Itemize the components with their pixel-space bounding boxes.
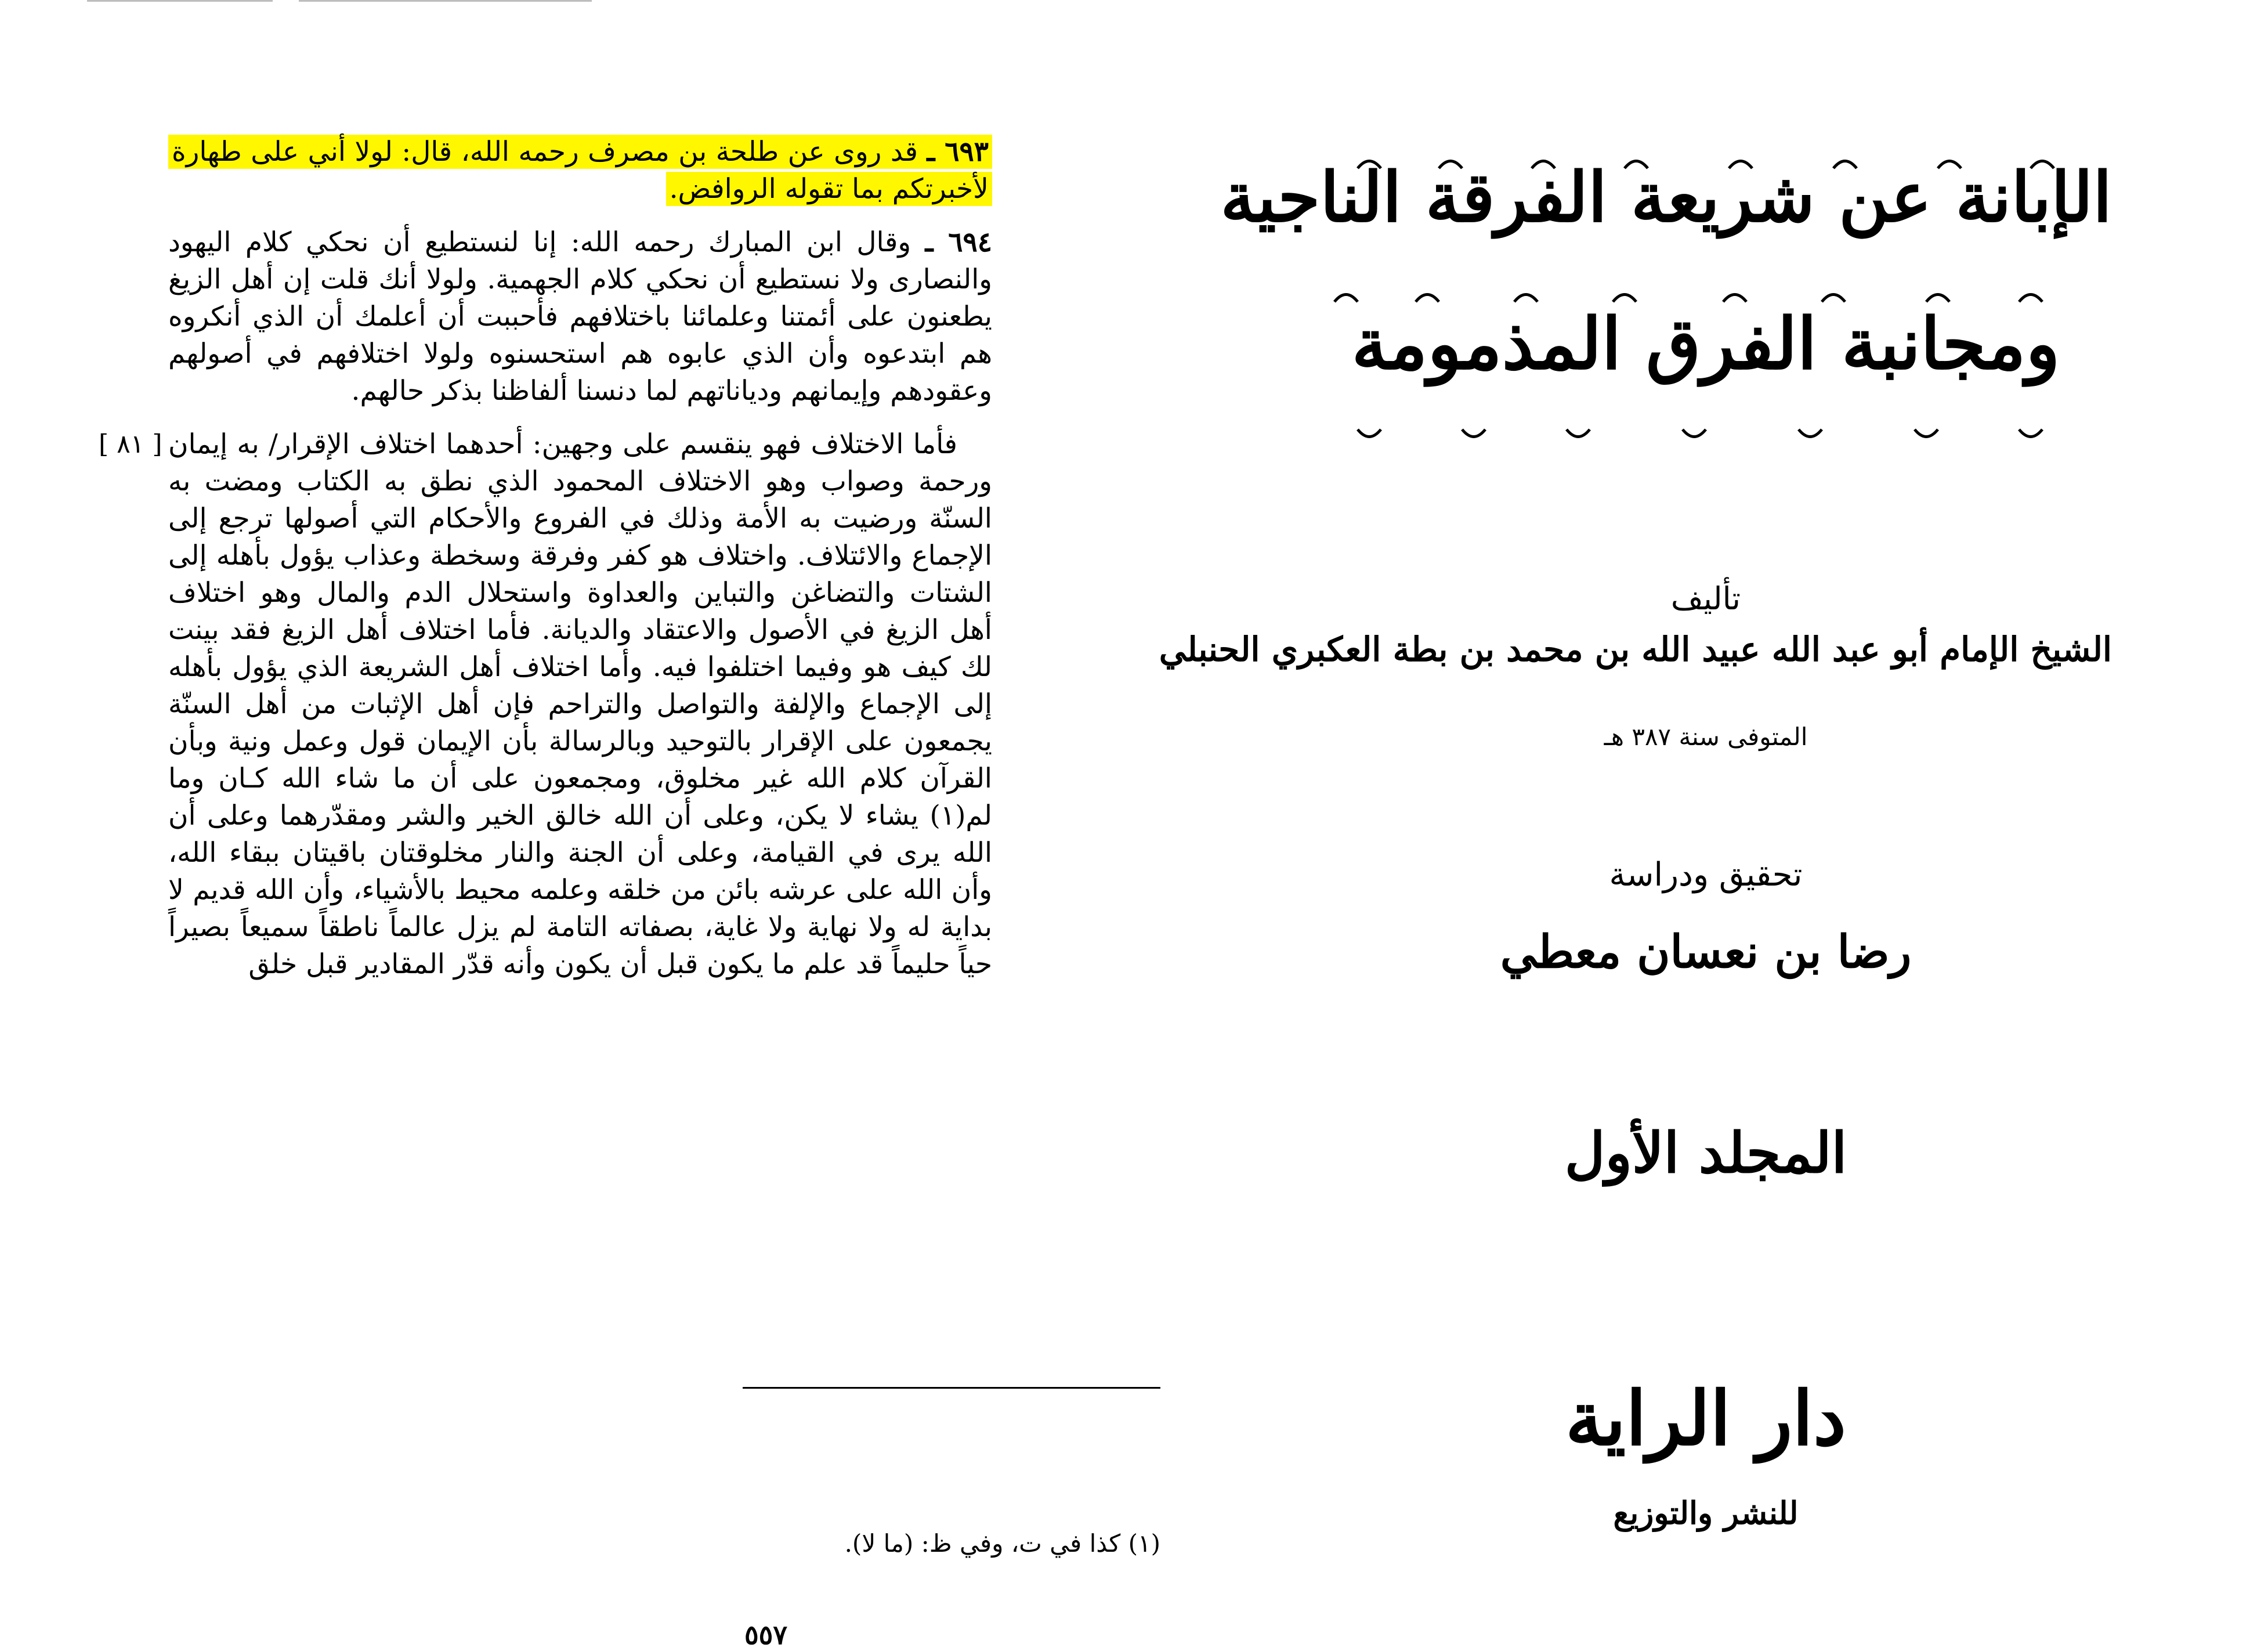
scan-top-edge-line: [87, 0, 273, 2]
death-year: المتوفى سنة ٣٨٧ هـ: [1604, 722, 1808, 751]
paragraph-number: ٦٩٤ ـ: [925, 226, 992, 258]
paragraph-number: ٦٩٣ ـ: [927, 136, 989, 168]
author-name: الشيخ الإمام أبو عبد الله عبيد الله بن محمد بن بطة العكبري الحنبلي: [1159, 630, 2112, 669]
footnote-divider: [743, 1387, 1160, 1389]
title-page: [1159, 139, 2112, 1561]
volume-label: المجلد الأول: [1564, 1120, 1847, 1186]
book-title-line-2: ومجانبة الفرق المذمومة: [1351, 302, 2060, 385]
highlighted-passage: [168, 135, 992, 206]
publisher-subtitle: للنشر والتوزيع: [1613, 1494, 1799, 1531]
editor-name: رضا بن نعسان معطي: [1500, 926, 1912, 978]
publisher-logo: دار الراية: [1565, 1375, 1846, 1462]
manuscript-folio-ref: [ ٨١ ]: [99, 429, 162, 459]
diacritic-ornament: [1323, 424, 2089, 447]
book-title-line-1: الإبانة عن شريعة الفرقة الناجية: [1220, 157, 2112, 237]
left-page: [99, 133, 1160, 1650]
paragraph-text: فأما الاختلاف فهو ينقسم على وجهين: أحدهما اختلاف الإقرار/ به إيمان ورحمة وصواب وهو الاختلاف المحمود الذي نطق به الكتاب ومضت به السنّة ورضيت به الأمة وذلك في الفروع والأحكام التي أصولها ترجع إلى الإجماع والائتلاف. واختلاف هو كفر وفرقة وسخطة وعذاب يؤول بأهله إلى الشتات والتضاغن والتباين والعداوة واستحلال الدم والمال وهو اختلاف أهل الزيغ في الأصول والاعتقاد والديانة. فأما اختلاف أهل الزيغ فقد بينت لك كيف هو وفيما اختلفوا فيه. وأما اختلاف أهل الشريعة الذي يؤول بأهله إلى الإجماع والإلفة والتواصل والتراحم فإن أهل الإثبات من أهل السنّة يجمعون على الإقرار بالتوحيد وبالرسالة بأن الإيمان قول وعمل ونية وبأن القرآن كلام الله غير مخلوق، ومجمعون على أن ما شاء الله كـان وما لم(١) يشاء لا يكن، وعلى أن الله خالق الخير والشر ومقدّرهما وعلى أن الله يرى في القيامة، وعلى أن الجنة والنار مخلوقتان باقيتان ببقاء الله، وأن الله على عرشه بائن من خلقه وعلمه محيط بالأشياء، وأن الله قديم لا بداية له ولا نهاية ولا غاية، بصفاته التامة لم يزل عالماً ناطقاً سميعاً بصيراً حياً حليماً قد علم ما يكون قبل أن يكون وأنه قدّر المقادير قبل خلق: [168, 428, 992, 980]
body-text: [99, 133, 992, 983]
paragraph-text: وقال ابن المبارك رحمه الله: إنا لنستطيع أن نحكي كلام اليهود والنصارى ولا نستطيع أن نحكي كلام الجهمية. ولولا أنك قلت إن أهل الزيغ يطعنون على أئمتنا وعلمائنا باختلافهم فأحببت أن أعلمك أن الذي أنكروه هم ابتدعوه وأن الذي عابوه هم استحسنوه ولولا اختلافهم في أصولهم وعقودهم وإيمانهم ودياناتهم لما دنسنا ألفاظنا بذكر حالهم.: [168, 226, 992, 407]
paragraph-693: [168, 133, 992, 208]
scan-top-edge-line: [299, 0, 592, 2]
paragraph-694: [168, 224, 992, 410]
page-number: ٥٥٧: [744, 1619, 788, 1650]
paragraph-ikhtilaf: [99, 426, 992, 983]
footnote: (١) كذا في ت، وفي ظ: (ما لا).: [844, 1529, 1160, 1558]
author-label: تأليف: [1670, 580, 1741, 617]
paragraph-text: قد روى عن طلحة بن مصرف رحمه الله، قال: لولا أني على طهارة لأخبرتكم بما تقوله الروافض.: [172, 136, 989, 205]
editor-label: تحقيق ودراسة: [1609, 856, 1803, 894]
